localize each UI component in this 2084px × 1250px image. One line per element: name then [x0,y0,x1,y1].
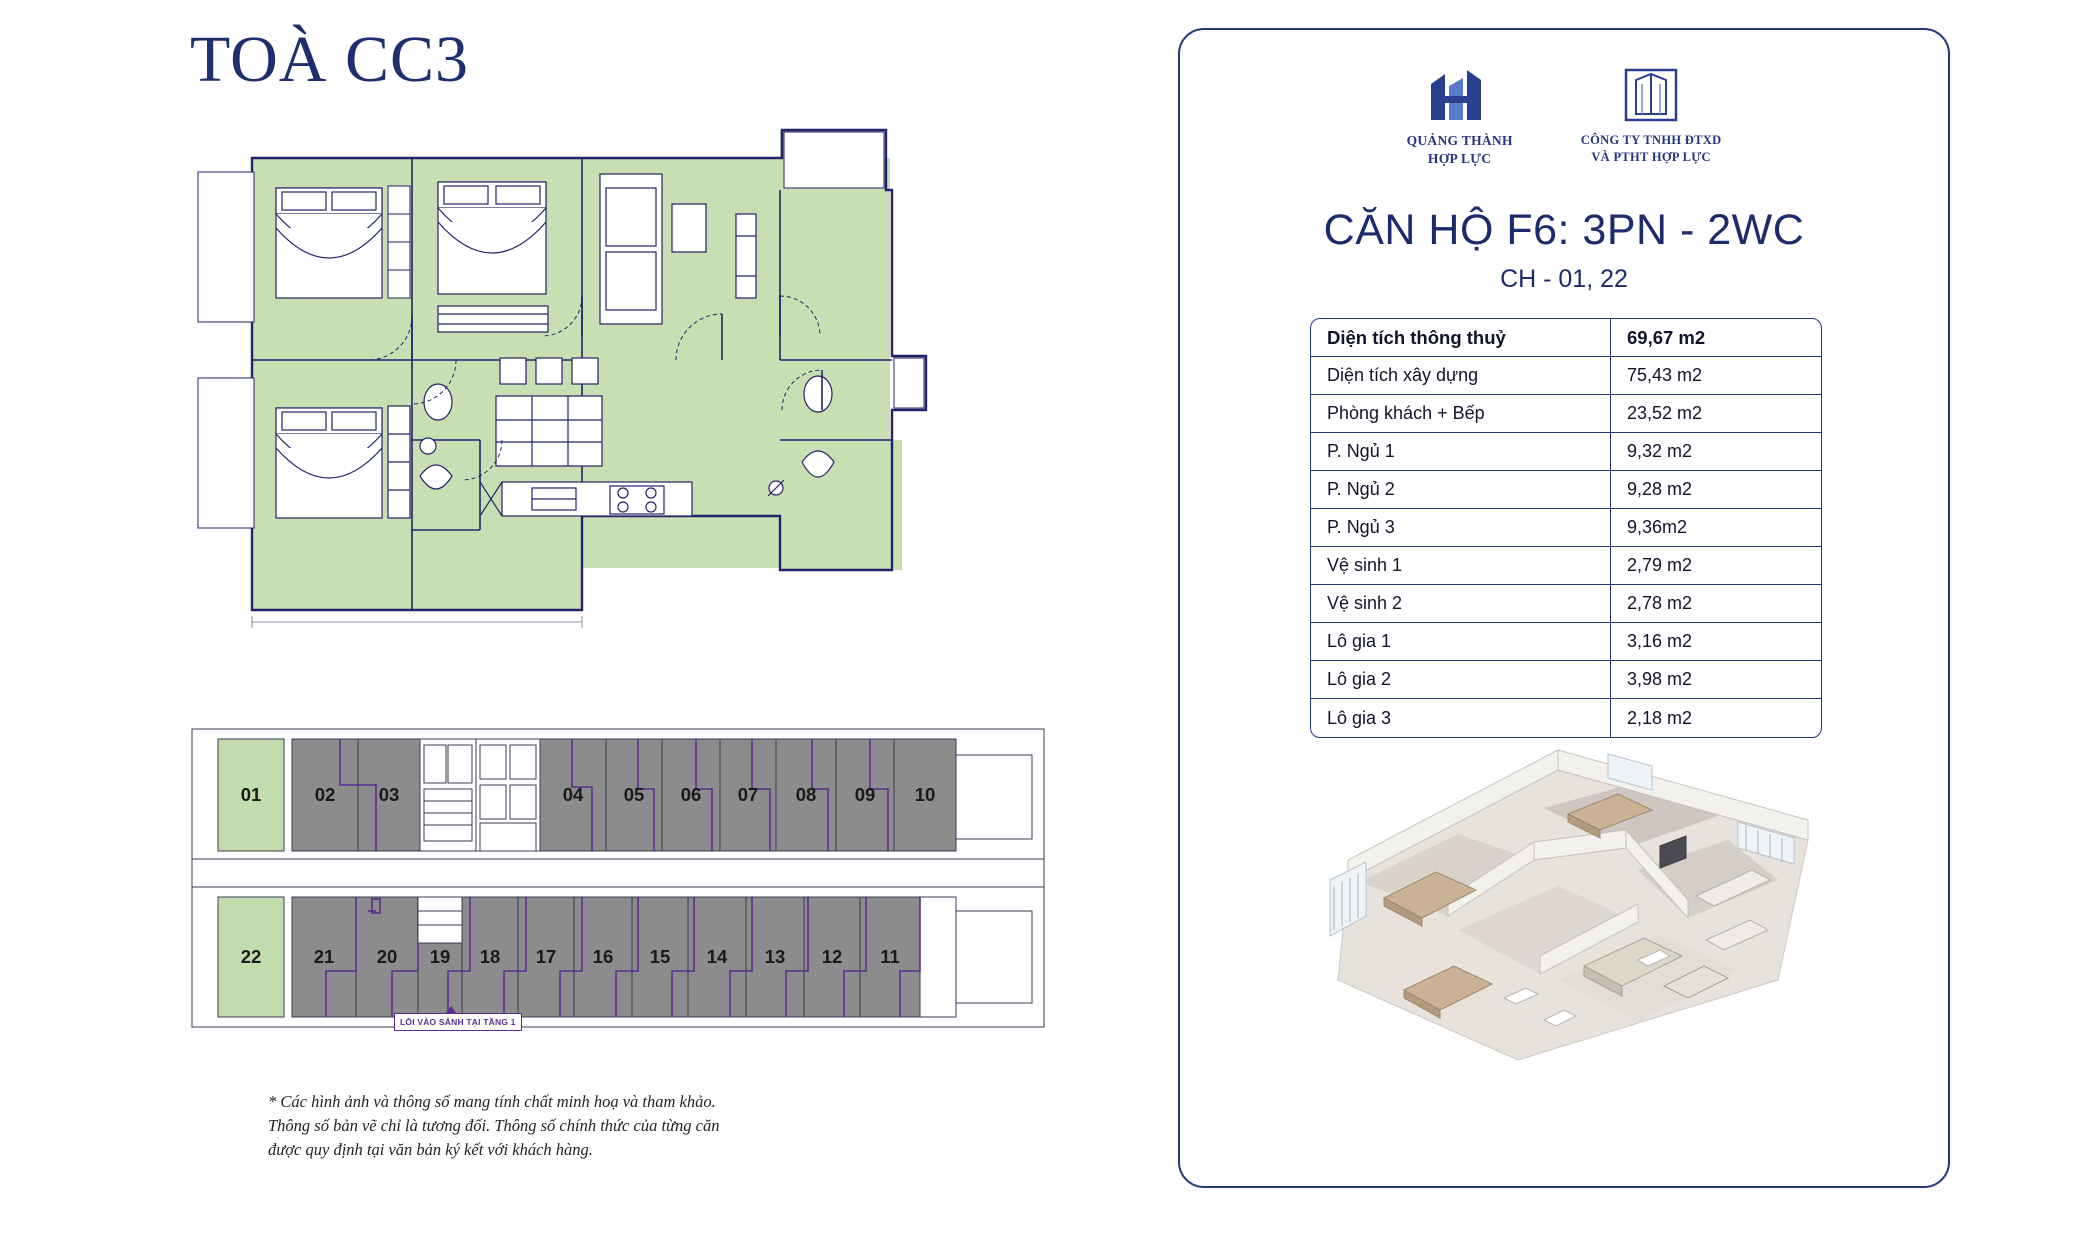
disclaimer-note: * Các hình ảnh và thông số mang tính chất minh hoạ và tham khảo. Thông số bản vẽ chỉ là tương đối. Thông số chính thức của từng căn được quy định tại văn bản ký kết với khách hàng. [268,1092,720,1159]
spec-label: Vệ sinh 2 [1311,585,1611,622]
spec-value: 2,79 m2 [1627,555,1693,575]
spec-value: 3,16 m2 [1627,631,1693,651]
unit-label-15: 15 [649,946,671,967]
spec-value: 2,78 m2 [1627,593,1693,613]
unit-label-13: 13 [764,946,786,967]
table-row [1311,395,1821,433]
spec-label: P. Ngủ 2 [1311,471,1611,508]
table-row [1311,661,1821,699]
spec-value: 23,52 m2 [1627,403,1703,423]
entrance-label: LỐI VÀO SẢNH TẠI TẦNG 1 [394,1013,522,1031]
spec-value: 9,28 m2 [1627,479,1693,499]
unit-label-19: 19 [429,946,451,967]
table-row [1311,471,1821,509]
spec-label: Diện tích thông thuỷ [1311,319,1611,356]
floor-plan-drawing [180,110,1060,720]
spec-label: Lô gia 3 [1311,699,1611,737]
unit-map-svg [180,715,1060,1045]
hop-luc-logo-caption [1581,132,1722,166]
unit-label-20: 20 [376,946,398,967]
quang-thanh-logo-icon [1407,62,1513,124]
apartment-info-card [1178,28,1950,1188]
apartment-subtitle: CH - 01, 22 [1500,265,1628,293]
table-row [1311,319,1821,357]
table-row [1311,623,1821,661]
spec-label: P. Ngủ 1 [1311,433,1611,470]
page-title: TOÀ CC3 [190,23,469,96]
unit-label-10: 10 [914,784,936,805]
unit-label-07: 07 [737,784,759,805]
spec-value: 75,43 m2 [1627,365,1703,385]
spec-value: 9,32 m2 [1627,441,1693,461]
unit-label-11: 11 [880,946,900,967]
unit-label-09: 09 [854,784,876,805]
logo-row [1180,62,1948,192]
logo-cong-ty-hop-luc [1581,62,1722,192]
unit-label-04: 04 [562,784,584,805]
unit-label-01: 01 [240,784,262,805]
floor-plan-svg [180,110,1060,720]
spec-value: 9,36m2 [1627,517,1688,537]
apartment-3d-render [1308,730,1828,1070]
unit-label-17: 17 [535,946,557,967]
unit-label-06: 06 [680,784,702,805]
unit-label-05: 05 [623,784,645,805]
unit-label-12: 12 [821,946,843,967]
spec-label: Phòng khách + Bếp [1311,395,1611,432]
table-row [1311,585,1821,623]
render-3d-svg [1308,730,1828,1070]
hop-luc-logo-icon [1581,62,1722,124]
unit-label-22: 22 [240,946,262,967]
floor-unit-map [180,715,1060,1055]
logo-caption-line2: HỢP LỰC [1427,151,1492,167]
unit-label-21: 21 [313,946,335,967]
spec-label: Diện tích xây dựng [1311,357,1611,394]
logo-caption-line1: CÔNG TY TNHH ĐTXD [1580,133,1722,147]
logo-quang-thanh [1407,62,1513,192]
spec-label: Lô gia 2 [1311,661,1611,698]
unit-label-16: 16 [592,946,614,967]
spec-value: 69,67 m2 [1627,326,1706,348]
table-row [1311,509,1821,547]
table-row [1311,547,1821,585]
spec-value: 2,18 m2 [1627,707,1693,728]
apartment-title: CĂN HỘ F6: 3PN - 2WC [1323,206,1805,254]
spec-label: Lô gia 1 [1311,623,1611,660]
logo-caption-line1: QUẢNG THÀNH [1406,133,1513,148]
logo-caption-line2: VÀ PTHT HỢP LỰC [1591,149,1711,164]
specs-table [1310,318,1822,738]
spec-value: 3,98 m2 [1627,669,1693,689]
unit-label-14: 14 [706,946,728,967]
table-row [1311,357,1821,395]
spec-label: Vệ sinh 1 [1311,547,1611,584]
unit-label-08: 08 [795,784,817,805]
unit-label-03: 03 [378,784,400,805]
table-row [1311,433,1821,471]
unit-label-18: 18 [479,946,501,967]
quang-thanh-logo-caption [1407,132,1513,168]
unit-label-02: 02 [314,784,336,805]
spec-label: P. Ngủ 3 [1311,509,1611,546]
